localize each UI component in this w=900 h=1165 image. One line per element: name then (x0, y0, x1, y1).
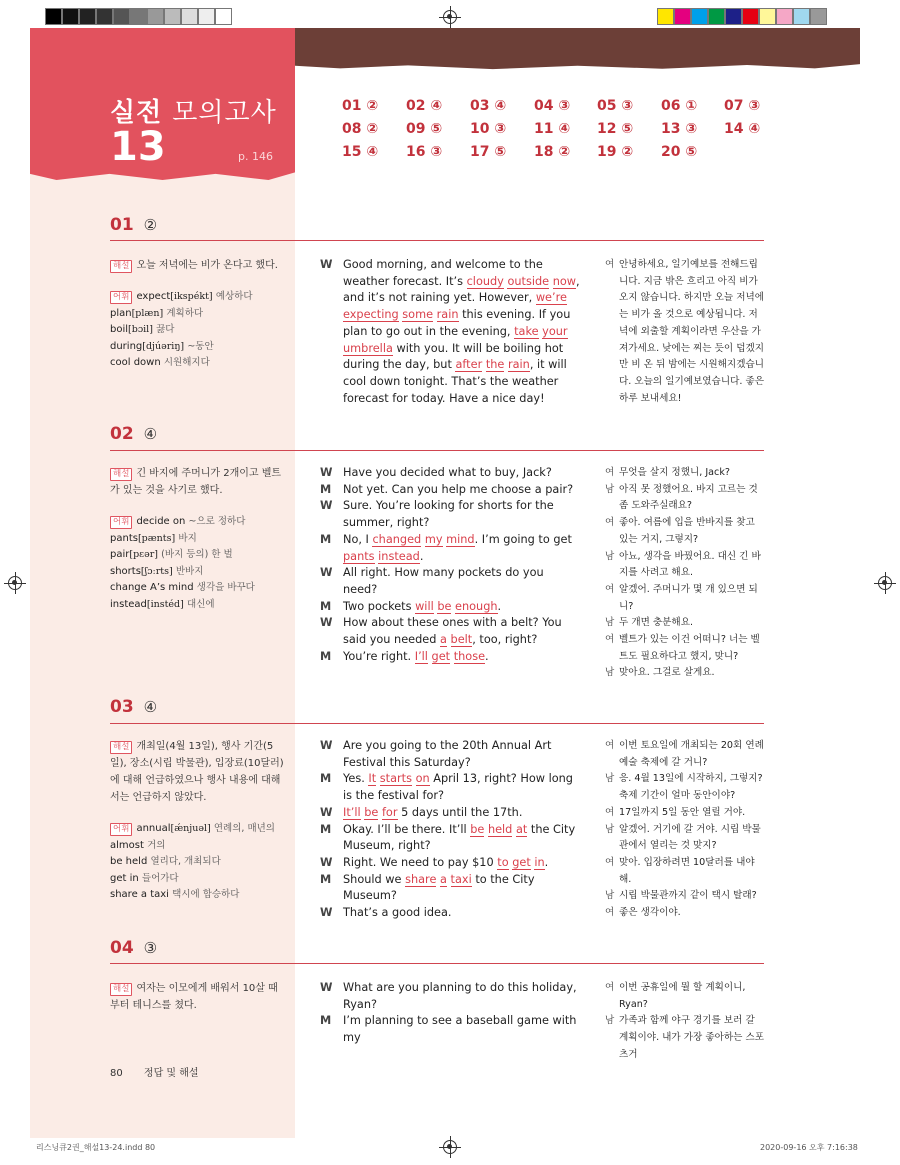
dialog-line: 여 이번 토요일에 개최되는 20회 연례 예술 축제에 갈 거니? (605, 740, 764, 768)
dialog-line: 남 가족과 함께 야구 경기를 보러 갈 계획이야. 내가 가장 좋아하는 스포츠거 (605, 1015, 764, 1060)
dialog-korean (605, 738, 765, 922)
dialog-line: M Okay. I’ll be there. It’ll be held at the City Museum, right? (320, 822, 576, 853)
vocab-item: pair[pɛər] (바지 등의) 한 벌 (110, 549, 233, 561)
dialog-line: 여 안녕하세요, 일기예보를 전해드립니다. 지금 밖은 흐리고 아직 비가 오지 않습니다. 하지만 오늘 저녁에는 비가 올 것으로 예상됩니다. 저녁에 외출할 계획이라면 우산을 가져가세요. 낮에는 찌는 듯이 덥겠지만 비 온 뒤 밤에는 시원해지겠습니다. 오늘의 일기예보였습니다. 좋은 하루 보내세요! (605, 259, 764, 404)
vocab-item: during[djúəriŋ] ~동안 (110, 340, 214, 352)
color-swatches (657, 8, 827, 25)
section-divider (110, 723, 764, 724)
dialog-english (320, 465, 580, 665)
answer-item: 05 ③ (597, 98, 634, 114)
dialog-line: M Should we share a taxi to the City Museum? (320, 872, 535, 903)
vocab-item: 어휘 expect[ikspékt] 예상하다 (110, 289, 290, 306)
answer-item: 14 ④ (724, 121, 761, 137)
answer-item: 10 ③ (470, 121, 507, 137)
section-divider (110, 963, 764, 964)
dialog-english (320, 257, 580, 407)
answer-item: 01 ② (342, 98, 379, 114)
answer-item: 16 ③ (406, 144, 443, 160)
dialog-line: W All right. How many pockets do you need? (320, 566, 544, 596)
dialog-line: 여 17일까지 5일 동안 열릴 거야. (605, 806, 746, 818)
dialog-line: M I’m planning to see a baseball game with my (320, 1014, 577, 1045)
dialog-line: 남 응. 4월 13일에 시작하지, 그렇지? 축제 기간이 얼마 동안이야? (605, 773, 763, 802)
dialog-line: W Right. We need to pay $10 to get in. (320, 855, 549, 869)
test-number: 13 (110, 124, 166, 170)
header-bar (295, 28, 860, 70)
answer-item: 19 ② (597, 144, 634, 160)
explanation: 해설 개최일(4월 13일), 행사 기간(5일), 장소(시립 박물관), 입장료(10달러)에 대해 언급하였으나 행사 내용에 대해서는 언급하지 않았다. (110, 741, 284, 803)
section-divider (110, 450, 764, 451)
answer-item: 08 ② (342, 121, 379, 137)
answer-item: 18 ② (534, 144, 571, 160)
explanation-tag: 해설 (110, 260, 132, 273)
dialog-line: 여 이번 공휴일에 뭘 할 계획이니, Ryan? (605, 982, 746, 1010)
dialog-line: M No, I changed my mind. I’m going to get pants instead. (320, 532, 572, 563)
answer-item: 17 ⑤ (470, 144, 507, 160)
explanation: 해설 여자는 이모에게 배워서 10살 때부터 테니스를 쳤다. (110, 983, 278, 1011)
vocab-item: change A’s mind 생각을 바꾸다 (110, 582, 255, 594)
dialog-line: W How about these ones with a belt? You said you needed a belt, too, right? (320, 616, 562, 647)
explanation: 해설 긴 바지에 주머니가 2개이고 벨트가 있는 것을 사기로 했다. (110, 468, 282, 496)
dialog-line: W Sure. You’re looking for shorts for the summer, right? (320, 499, 554, 530)
vocab-list (110, 514, 290, 614)
dialog-line: 여 알겠어. 주머니가 몇 개 있으면 되니? (605, 583, 758, 612)
dialog-line: W Good morning, and welcome to the weather forecast. It’s cloudy outside now, and it’s not raining yet. However, we’re expecting some rain this evening. If you plan to go out in the evening, take your umbrella with you. It will be boiling hot during the day, but after the rain, it will cool down tonight. That’s the weather forecast for today. Have a nice day! (320, 258, 580, 405)
answer-item: 13 ③ (661, 121, 698, 137)
vocab-item: get in 들어가다 (110, 872, 179, 884)
answer-item: 12 ⑤ (597, 121, 634, 137)
answer-item: 04 ③ (534, 98, 571, 114)
answer-item: 09 ⑤ (406, 121, 443, 137)
page-title: 실전 모의고사 (110, 98, 277, 128)
registration-mark-icon (443, 10, 457, 24)
dialog-line: 여 무엇을 살지 정했니, Jack? (605, 467, 730, 478)
vocab-item: 어휘 decide on ~으로 정하다 (110, 514, 290, 531)
dialog-english (320, 738, 580, 922)
dialog-line: W Are you going to the 20th Annual Art Festival this Saturday? (320, 739, 552, 769)
dialog-line: 여 좋은 생각이야. (605, 907, 681, 919)
answer-item: 02 ④ (406, 98, 443, 114)
explanation: 해설 오늘 저녁에는 비가 온다고 했다. (110, 257, 285, 274)
answer-item: 06 ① (661, 98, 698, 114)
dialog-english (320, 980, 580, 1047)
question-heading: 03 ④ (110, 697, 158, 717)
page-reference: p. 146 (238, 150, 273, 163)
answer-item: 15 ④ (342, 144, 379, 160)
dialog-line: 남 알겠어. 거기에 갈 거야. 시립 박물관에서 열리는 것 맞지? (605, 823, 761, 852)
vocab-item: be held 열리다, 개최되다 (110, 856, 221, 868)
dialog-line: 남 아직 못 정했어요. 바지 고르는 것 좀 도와주실래요? (605, 483, 758, 512)
dialog-line: 여 좋아. 여름에 입을 반바지를 찾고 있는 거지, 그렇지? (605, 517, 755, 545)
vocab-item: instead[instéd] 대신에 (110, 598, 215, 610)
vocab-item: boil[bɔil] 끓다 (110, 324, 175, 336)
dialog-korean (605, 257, 765, 407)
vocab-item: almost 거의 (110, 839, 166, 851)
dialog-line: M Yes. It starts on April 13, right? How long is the festival for? (320, 772, 573, 803)
dialog-line: M Two pockets will be enough. (320, 599, 502, 613)
dialog-korean (605, 465, 765, 682)
dialog-line: 여 벨트가 있는 이건 어떠니? 너는 벨트도 필요하다고 했지, 맞니? (605, 634, 760, 662)
vocab-item: plan[plæn] 계획하다 (110, 307, 204, 319)
vocab-item: shorts[ʃɔːrts] 반바지 (110, 565, 204, 577)
dialog-line: M You’re right. I’ll get those. (320, 649, 489, 663)
page-footer (110, 1064, 199, 1079)
answer-item: 20 ⑤ (661, 144, 698, 160)
answer-item: 03 ④ (470, 98, 507, 114)
question-heading: 02 ④ (110, 424, 158, 444)
print-slug-date: 2020-09-16 오후 7:16:38 (760, 1143, 858, 1152)
answer-item: 11 ④ (534, 121, 571, 137)
section-divider (110, 240, 764, 241)
dialog-line: W What are you planning to do this holiday, Ryan? (320, 981, 577, 1011)
vocab-item: cool down 시원해지다 (110, 357, 210, 369)
dialog-korean (605, 980, 765, 1064)
vocab-item: pants[pænts] 바지 (110, 532, 197, 544)
grayscale-swatches (45, 8, 232, 25)
dialog-line: W It’ll be for 5 days until the 17th. (320, 805, 523, 819)
question-heading: 01 ② (110, 215, 158, 235)
dialog-line: 남 시립 박물관까지 같이 택시 탈래? (605, 890, 757, 902)
answer-item: 07 ③ (724, 98, 761, 114)
dialog-line: 남 맞아요. 그걸로 살게요. (605, 667, 715, 679)
dialog-line: W Have you decided what to buy, Jack? (320, 466, 552, 479)
page-number: 80 (110, 1068, 123, 1079)
registration-mark-icon (878, 576, 892, 590)
question-heading: 04 ③ (110, 938, 158, 958)
registration-mark-icon (443, 1140, 457, 1154)
dialog-line: 여 맞아. 입장하려면 10달러를 내야 해. (605, 856, 755, 885)
vocab-item: 어휘 annual[ǽnjuəl] 연례의, 매년의 (110, 821, 290, 838)
dialog-line: 남 아뇨, 생각을 바꿨어요. 대신 긴 바지를 사려고 해요. (605, 550, 761, 579)
dialog-line: M Not yet. Can you help me choose a pair? (320, 482, 574, 496)
dialog-line: W That’s a good idea. (320, 906, 452, 920)
print-slug-file: 리스닝큐2권_해설13-24.indd 80 (36, 1143, 156, 1152)
dialog-line: 남 두 개면 충분해요. (605, 617, 694, 629)
registration-mark-icon (8, 576, 22, 590)
vocab-list (110, 821, 290, 904)
footer-label: 정답 및 해설 (143, 1068, 199, 1079)
vocab-list (110, 289, 290, 372)
vocab-item: share a taxi 택시에 합승하다 (110, 889, 240, 901)
